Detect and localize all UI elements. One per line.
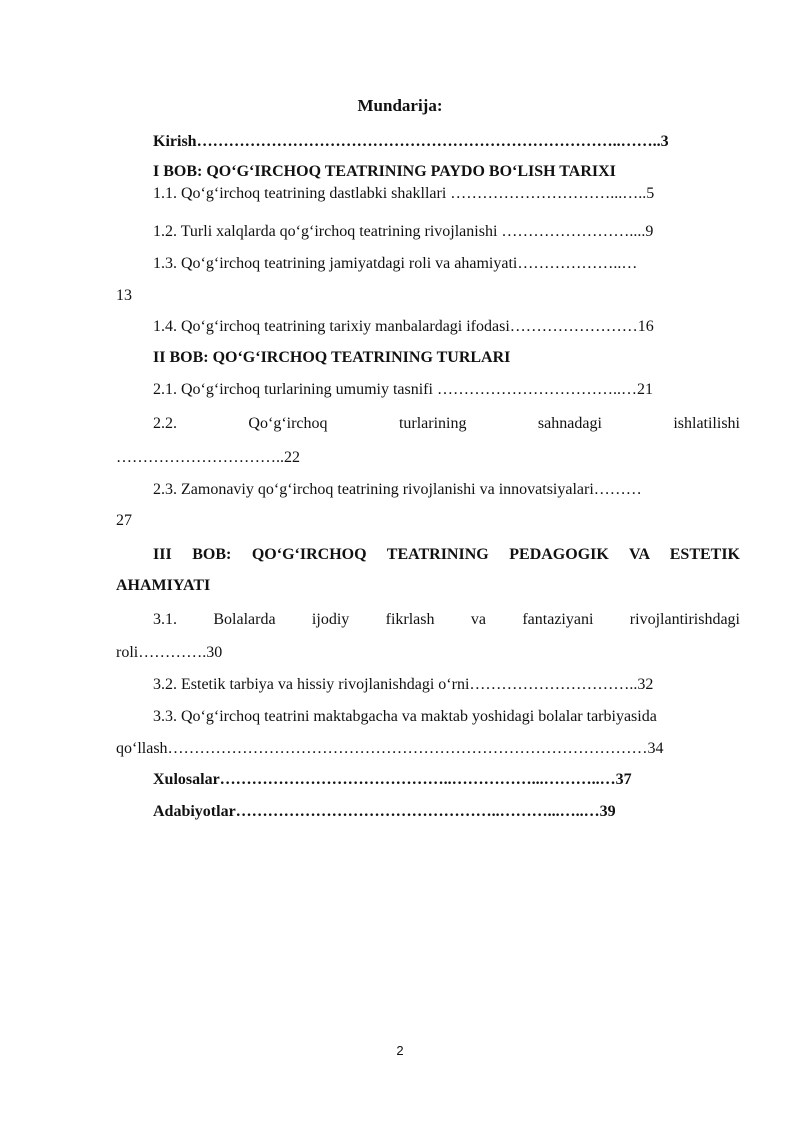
- toc-entry-1-3-page: 13: [116, 287, 132, 304]
- toc-entry-3-2: 3.2. Estetik tarbiya va hissiy rivojlanishdagi o‘rni…………………………..32: [153, 676, 654, 693]
- toc-entry-1-3: 1.3. Qo‘g‘irchoq teatrining jamiyatdagi roli va ahamiyati………………..…: [153, 255, 638, 272]
- toc-entry-3-3-page: qo‘llash………………………………………………………………………………34: [116, 740, 664, 757]
- toc-chapter-3-heading: III BOB: QO‘G‘IRCHOQ TEATRINING PEDAGOGIK VA ESTETIK: [153, 546, 740, 563]
- toc-entry-3-3: 3.3. Qo‘g‘irchoq teatrini maktabgacha va maktab yoshidagi bolalar tarbiyasida: [153, 708, 657, 725]
- toc-entry-1-2: 1.2. Turli xalqlarda qo‘g‘irchoq teatrining rivojlanishi ……………………....9: [153, 223, 654, 240]
- toc-entry-2-3-page: 27: [116, 512, 132, 529]
- toc-entry-2-2: 2.2. Qo‘g‘irchoq turlarining sahnadagi ishlatilishi: [153, 415, 740, 432]
- toc-entry-xulosalar: Xulosalar……………………………………..……………...………..…37: [153, 771, 632, 788]
- toc-entry-2-1: 2.1. Qo‘g‘irchoq turlarining umumiy tasnifi ……………………………..…21: [153, 381, 653, 398]
- toc-title: Mundarija:: [357, 96, 443, 115]
- page-number: 2: [396, 1043, 404, 1058]
- toc-entry-3-1-page: roli………….30: [116, 644, 223, 661]
- toc-entry-2-3: 2.3. Zamonaviy qo‘g‘irchoq teatrining rivojlanishi va innovatsiyalari………: [153, 481, 642, 498]
- toc-entry-1-4: 1.4. Qo‘g‘irchoq teatrining tarixiy manbalardagi ifodasi……………………16: [153, 318, 654, 335]
- toc-entry-kirish: Kirish……………………………………………………………………..……..3: [153, 133, 669, 150]
- toc-entry-adabiyotlar: Adabiyotlar…………………………………………..………...…..…39: [153, 803, 616, 820]
- toc-entry-1-1: 1.1. Qo‘g‘irchoq teatrining dastlabki shakllari …………………………...…..5: [153, 185, 655, 202]
- toc-entry-3-1: 3.1. Bolalarda ijodiy fikrlash va fantaziyani rivojlantirishdagi: [153, 611, 740, 628]
- toc-chapter-2-heading: II BOB: QO‘G‘IRCHOQ TEATRINING TURLARI: [153, 349, 511, 366]
- toc-entry-2-2-page: …………………………..22: [116, 449, 300, 466]
- toc-chapter-3-heading-cont: AHAMIYATI: [116, 577, 211, 594]
- toc-chapter-1-heading: I BOB: QO‘G‘IRCHOQ TEATRINING PAYDO BO‘LISH TARIXI: [153, 163, 616, 180]
